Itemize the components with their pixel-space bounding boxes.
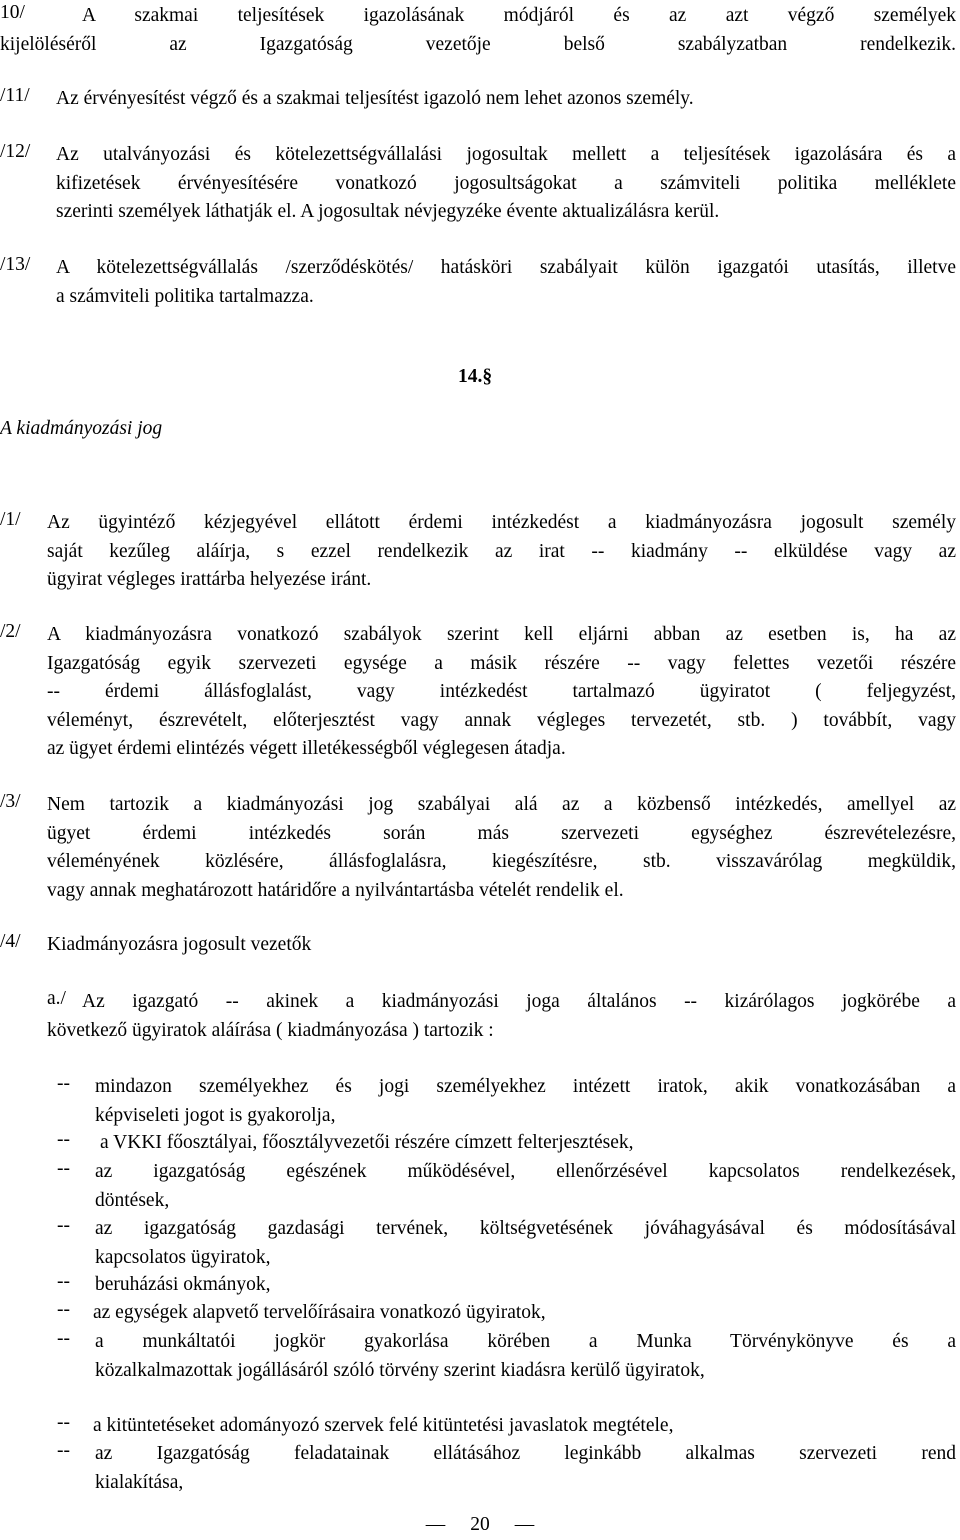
subsection-label: a./ <box>47 988 66 1009</box>
paragraph-line: A kiadmányozásra vonatkozó szabályok szerint kell eljárni abban az esetben is, ha az <box>47 624 956 645</box>
paragraph-number: /12/ <box>0 141 31 162</box>
dash-marker: -- <box>57 1129 70 1150</box>
page-number: — 20 — <box>425 1514 535 1535</box>
dash-marker: -- <box>57 1073 70 1094</box>
paragraph-number: /13/ <box>0 254 31 275</box>
paragraph-line: A szakmai teljesítések igazolásának módjáról és az azt végző személyek <box>82 5 956 26</box>
dash-marker: -- <box>57 1299 70 1320</box>
list-item-line: a munkáltatói jogkör gyakorlása körében a Munka Törvénykönyve és a <box>95 1331 956 1352</box>
paragraph-line: vagy annak meghatározott határidőre a nyilvántartásba vételét rendelik el. <box>47 879 624 901</box>
list-item-line: az egységek alapvető tervelőírásaira vonatkozó ügyiratok, <box>93 1302 546 1323</box>
paragraph-line: ügyet érdemi intézkedés során más szervezeti egységhez észrevételezésre, <box>47 822 956 844</box>
paragraph-line: kijelöléséről az Igazgatóság vezetője belső szabályzatban rendelkezik. <box>0 33 956 55</box>
list-item-line: kialakítása, <box>95 1471 184 1493</box>
paragraph-line: véleményt, észrevételt, előterjesztést vagy annak végleges tervezetét, stb. ) továbbít, vagy <box>47 709 956 731</box>
list-item-line: döntések, <box>95 1189 170 1211</box>
paragraph-line: Az utalványozási és kötelezettségvállalási jogosultak mellett a teljesítések igazolására és a <box>56 144 956 165</box>
paragraph-line: ügyirat végleges irattárba helyezése iránt. <box>47 569 372 590</box>
paragraph-line: szerinti személyek láthatják el. A jogosultak névjegyzéke évente aktualizálásra kerül. <box>56 201 720 222</box>
paragraph-line: A kötelezettségvállalás /szerződéskötés/ hatásköri szabályait külön igazgatói utasítás, illetve <box>56 257 956 278</box>
paragraph-number: /3/ <box>0 791 21 812</box>
paragraph-line: következő ügyiratok aláírása ( kiadmányozása ) tartozik : <box>47 1019 494 1041</box>
paragraph-line: saját kezűleg aláírja, s ezzel rendelkezik az irat -- kiadmány -- elküldése vagy az <box>47 540 956 562</box>
list-item-line: a VKKI főosztályai, főosztályvezetői részére címzett felterjesztések, <box>100 1132 634 1153</box>
list-item-line: az igazgatóság gazdasági tervének, költségvetésének jóváhagyásával és módosításával <box>95 1218 956 1239</box>
paragraph-number: /2/ <box>0 621 21 642</box>
list-item-line: közalkalmazottak jogállásáról szóló törvény szerint kiadásra kerülő ügyiratok, <box>95 1359 705 1381</box>
dash-marker: -- <box>57 1328 70 1349</box>
paragraph-number: /1/ <box>0 509 21 530</box>
paragraph-line: az ügyet érdemi elintézés végett illetékességből véglegesen átadja. <box>47 738 566 759</box>
dash-marker: -- <box>57 1158 70 1179</box>
paragraph-line: kifizetések érvényesítésére vonatkozó jogosultságokat a számviteli politika melléklete <box>56 172 956 194</box>
list-item-line: a kitüntetéseket adományozó szervek felé kitüntetési javaslatok megtétele, <box>93 1415 674 1436</box>
page-number-dash: — <box>425 1514 446 1535</box>
section-number: 14.§ <box>458 366 493 387</box>
dash-marker: -- <box>57 1271 70 1292</box>
section-sign: § <box>482 366 493 387</box>
paragraph-number: /11/ <box>0 85 30 106</box>
page-number-dash: — <box>514 1514 535 1535</box>
paragraph-line: véleményének közlésére, állásfoglalásra, kiegészítésre, stb. visszavárólag megküldik, <box>47 851 956 872</box>
list-item-line: beruházási okmányok, <box>95 1274 271 1295</box>
paragraph-line: Az ügyintéző kézjegyével ellátott érdemi intézkedést a kiadmányozásra jogosult személy <box>47 512 956 533</box>
paragraph-number: /4/ <box>0 931 21 952</box>
dash-marker: -- <box>57 1215 70 1236</box>
list-item-line: az igazgatóság egészének működésével, ellenőrzésével kapcsolatos rendelkezések, <box>95 1161 956 1182</box>
paragraph-line: Nem tartozik a kiadmányozási jog szabályai alá az a közbenső intézkedés, amellyel az <box>47 794 956 815</box>
section-title: A kiadmányozási jog <box>0 418 163 439</box>
paragraph-line: -- érdemi állásfoglalást, vagy intézkedést tartalmazó ügyiratot ( feljegyzést, <box>47 681 956 702</box>
paragraph-line: Az érvényesítést végző és a szakmai teljesítést igazoló nem lehet azonos személy. <box>56 88 694 109</box>
list-item-line: képviseleti jogot is gyakorolja, <box>95 1104 336 1126</box>
dash-marker: -- <box>57 1440 70 1461</box>
list-item-line: mindazon személyekhez és jogi személyekhez intézett iratok, akik vonatkozásában a <box>95 1076 956 1097</box>
list-item-line: az Igazgatóság feladatainak ellátásához leginkább alkalmas szervezeti rend <box>95 1443 956 1464</box>
paragraph-number: 10/ <box>0 2 25 23</box>
paragraph-line: a számviteli politika tartalmazza. <box>56 285 314 307</box>
paragraph-line: Az igazgató -- akinek a kiadmányozási joga általános -- kizárólagos jogkörébe a <box>82 991 956 1012</box>
list-item-line: kapcsolatos ügyiratok, <box>95 1246 271 1268</box>
paragraph-line: Igazgatóság egyik szervezeti egysége a másik részére -- vagy felettes vezetői részére <box>47 652 956 674</box>
paragraph-line: Kiadmányozásra jogosult vezetők <box>47 934 312 955</box>
dash-marker: -- <box>57 1412 70 1433</box>
